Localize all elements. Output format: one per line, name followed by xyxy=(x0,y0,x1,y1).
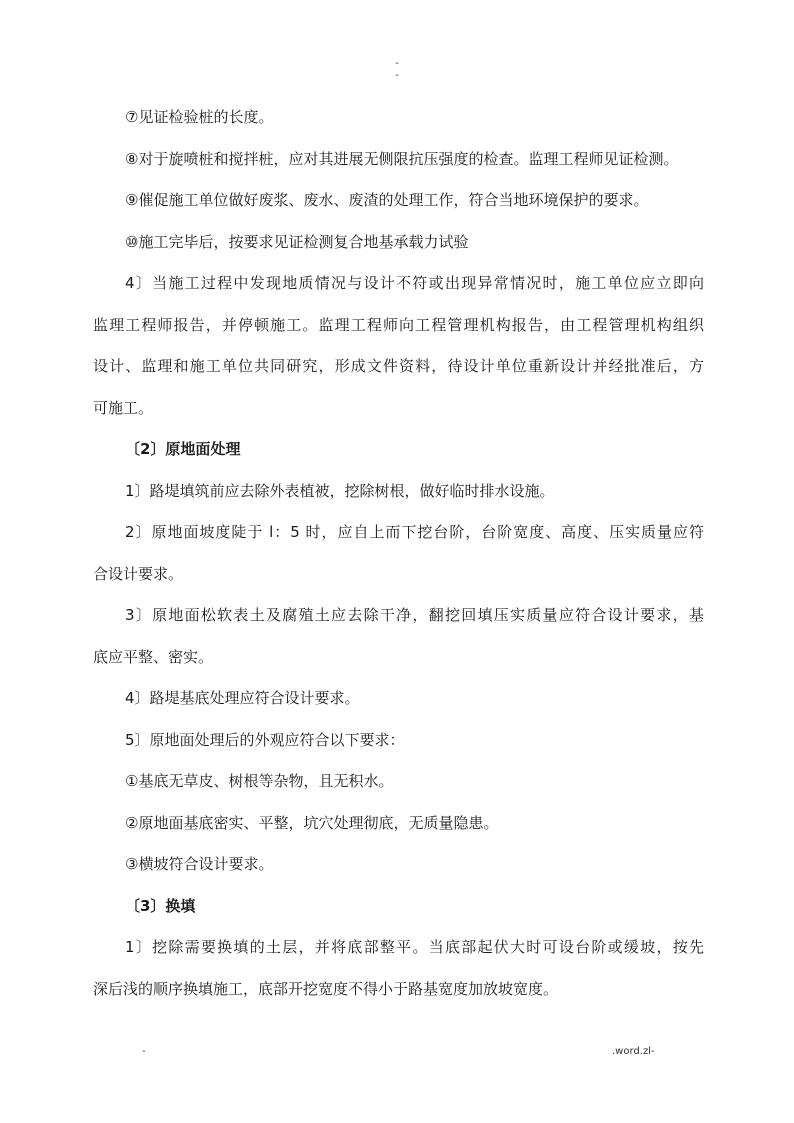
paragraph-line: 可施工。 xyxy=(93,398,154,417)
paragraph-line: ⑨催促施工单位做好废浆、废水、废渣的处理工作，符合当地环境保护的要求。 xyxy=(125,191,649,209)
paragraph-line: ②原地面基底密实、平整，坑穴处理彻底，无质量隐患。 xyxy=(125,813,499,832)
paragraph-line: ①基底无草皮、树根等杂物，且无积水。 xyxy=(125,772,394,790)
paragraph-line: 3〕原地面松软表土及腐殖土应去除干净，翻挖回填压实质量应符合设计要求，基 xyxy=(125,606,704,624)
paragraph-line: ⑦见证检验桩的长度。 xyxy=(125,108,274,126)
paragraph-line: 2〕原地面坡度陡于 l：5 时，应自上而下挖台阶，台阶宽度、高度、压实质量应符 xyxy=(125,523,704,541)
section-heading: 〔2〕原地面处理 xyxy=(125,440,241,458)
footer-left-mark: - xyxy=(142,1046,146,1057)
footer-right-mark: .word.zl- xyxy=(612,1046,655,1057)
paragraph-line: 深后浅的顺序换填施工，底部开挖宽度不得小于路基宽度加放坡宽度。 xyxy=(93,979,559,998)
paragraph-line: ③横坡符合设计要求。 xyxy=(125,855,274,873)
paragraph-line: 监理工程师报告，并停顿施工。监理工程师向工程管理机构报告，由工程管理机构组织 xyxy=(93,315,704,334)
document-body xyxy=(93,103,704,1016)
paragraph-line: 设计、监理和施工单位共同研究，形成文件资料，待设计单位重新设计并经批准后，方 xyxy=(93,357,704,375)
paragraph-line: 5〕原地面处理后的外观应符合以下要求： xyxy=(125,730,405,749)
header-mark: - xyxy=(395,70,399,81)
header-mark: - xyxy=(395,58,399,69)
paragraph-line: 合设计要求。 xyxy=(93,564,184,583)
paragraph-line: 1〕挖除需要换填的土层，并将底部整平。当底部起伏大时可设台阶或缓坡，按先 xyxy=(125,938,704,956)
paragraph-line: 4〕路堤基底处理应符合设计要求。 xyxy=(125,689,360,707)
paragraph-line: ⑩施工完毕后，按要求见证检测复合地基承载力试验 xyxy=(125,232,469,251)
paragraph-line: ⑧对于旋喷桩和搅拌桩，应对其进展无侧限抗压强度的检查。监理工程师见证检测。 xyxy=(125,149,679,168)
paragraph-line: 1〕路堤填筑前应去除外表植被，挖除树根，做好临时排水设施。 xyxy=(125,481,555,500)
paragraph-line: 底应平整、密实。 xyxy=(93,647,214,666)
paragraph-line: 4〕当施工过程中发现地质情况与设计不符或出现异常情况时，施工单位应立即向 xyxy=(125,274,704,292)
section-heading: 〔3〕换填 xyxy=(125,896,196,915)
